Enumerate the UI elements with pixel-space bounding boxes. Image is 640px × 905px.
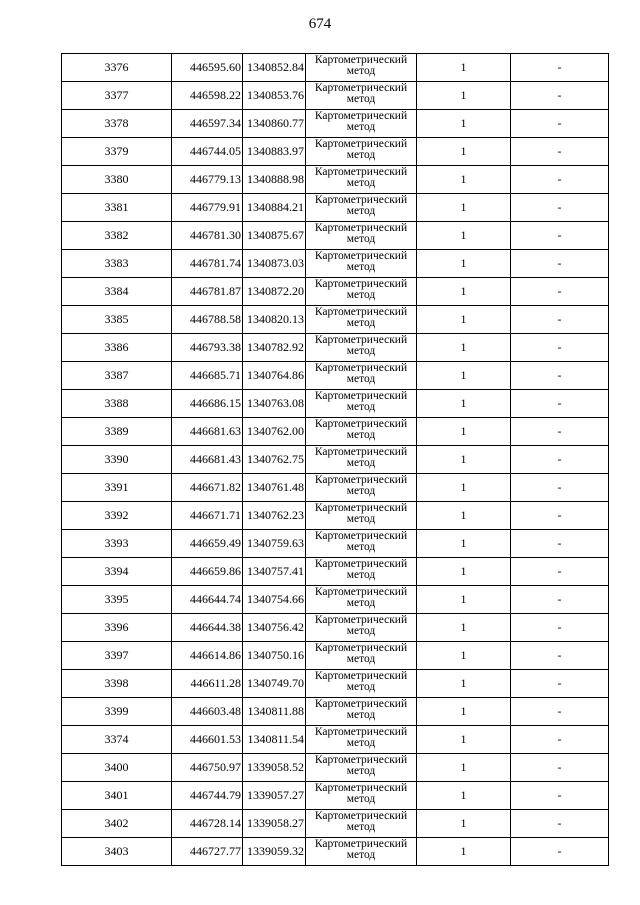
method-cell (306, 754, 417, 782)
method-cell (306, 558, 417, 586)
table-row (62, 166, 609, 194)
note-cell: - (511, 502, 609, 530)
method-line-2: метод (346, 177, 376, 189)
accuracy-cell: 1 (417, 446, 511, 474)
method-cell (306, 362, 417, 390)
method-cell (306, 334, 417, 362)
accuracy-cell: 1 (417, 474, 511, 502)
accuracy-cell: 1 (417, 250, 511, 278)
method-line-1: Картометрический (314, 194, 408, 206)
note-cell: - (511, 222, 609, 250)
method-line-2: метод (346, 289, 376, 301)
x-coordinate-cell: 446681.63 (172, 418, 243, 446)
method-line-2: метод (346, 65, 376, 77)
method-line-2: метод (346, 849, 376, 861)
table-row (62, 110, 609, 138)
method-cell (306, 642, 417, 670)
x-coordinate-cell: 446793.38 (172, 334, 243, 362)
accuracy-cell: 1 (417, 138, 511, 166)
note-cell: - (511, 54, 609, 82)
point-number-cell: 3389 (62, 418, 172, 446)
method-line-2: метод (346, 429, 376, 441)
method-line-2: метод (346, 625, 376, 637)
note-cell: - (511, 838, 609, 866)
point-number-cell: 3385 (62, 306, 172, 334)
x-coordinate-cell: 446611.28 (172, 670, 243, 698)
method-line-2: метод (346, 485, 376, 497)
accuracy-cell: 1 (417, 222, 511, 250)
note-cell: - (511, 726, 609, 754)
point-number-cell: 3400 (62, 754, 172, 782)
y-coordinate-cell: 1340754.66 (243, 586, 306, 614)
y-coordinate-cell: 1340757.41 (243, 558, 306, 586)
y-coordinate-cell: 1339058.27 (243, 810, 306, 838)
method-line-2: метод (346, 569, 376, 581)
method-line-1: Картометрический (314, 782, 408, 794)
x-coordinate-cell: 446614.86 (172, 642, 243, 670)
table-row (62, 782, 609, 810)
y-coordinate-cell: 1340761.48 (243, 474, 306, 502)
method-cell (306, 474, 417, 502)
x-coordinate-cell: 446598.22 (172, 82, 243, 110)
point-number-cell: 3376 (62, 54, 172, 82)
accuracy-cell: 1 (417, 754, 511, 782)
table-row (62, 698, 609, 726)
x-coordinate-cell: 446644.38 (172, 614, 243, 642)
method-cell (306, 390, 417, 418)
accuracy-cell: 1 (417, 362, 511, 390)
table-row (62, 446, 609, 474)
method-line-1: Картометрический (314, 54, 408, 66)
method-line-2: метод (346, 317, 376, 329)
method-line-2: метод (346, 597, 376, 609)
table-row (62, 138, 609, 166)
method-line-1: Картометрический (314, 278, 408, 290)
table-row (62, 530, 609, 558)
x-coordinate-cell: 446644.74 (172, 586, 243, 614)
method-line-1: Картометрический (314, 250, 408, 262)
method-line-2: метод (346, 401, 376, 413)
method-cell (306, 194, 417, 222)
accuracy-cell: 1 (417, 418, 511, 446)
method-line-1: Картометрический (314, 754, 408, 766)
point-number-cell: 3388 (62, 390, 172, 418)
point-number-cell: 3382 (62, 222, 172, 250)
table-row (62, 502, 609, 530)
note-cell: - (511, 390, 609, 418)
note-cell: - (511, 530, 609, 558)
method-line-2: метод (346, 261, 376, 273)
point-number-cell: 3401 (62, 782, 172, 810)
accuracy-cell: 1 (417, 642, 511, 670)
method-cell (306, 222, 417, 250)
table-row (62, 614, 609, 642)
method-line-1: Картометрический (314, 838, 408, 850)
note-cell: - (511, 194, 609, 222)
method-line-1: Картометрический (314, 810, 408, 822)
method-cell (306, 838, 417, 866)
x-coordinate-cell: 446788.58 (172, 306, 243, 334)
x-coordinate-cell: 446597.34 (172, 110, 243, 138)
point-number-cell: 3379 (62, 138, 172, 166)
x-coordinate-cell: 446671.82 (172, 474, 243, 502)
method-line-2: метод (346, 709, 376, 721)
y-coordinate-cell: 1340749.70 (243, 670, 306, 698)
x-coordinate-cell: 446681.43 (172, 446, 243, 474)
y-coordinate-cell: 1340762.00 (243, 418, 306, 446)
y-coordinate-cell: 1339058.52 (243, 754, 306, 782)
point-number-cell: 3394 (62, 558, 172, 586)
note-cell: - (511, 446, 609, 474)
y-coordinate-cell: 1340811.54 (243, 726, 306, 754)
method-line-1: Картометрический (314, 502, 408, 514)
point-number-cell: 3386 (62, 334, 172, 362)
note-cell: - (511, 418, 609, 446)
method-line-1: Картометрический (314, 698, 408, 710)
y-coordinate-cell: 1340756.42 (243, 614, 306, 642)
note-cell: - (511, 474, 609, 502)
point-number-cell: 3381 (62, 194, 172, 222)
method-cell (306, 110, 417, 138)
note-cell: - (511, 642, 609, 670)
y-coordinate-cell: 1340873.03 (243, 250, 306, 278)
method-line-2: метод (346, 93, 376, 105)
method-line-2: метод (346, 765, 376, 777)
accuracy-cell: 1 (417, 698, 511, 726)
note-cell: - (511, 306, 609, 334)
method-line-2: метод (346, 345, 376, 357)
y-coordinate-cell: 1340759.63 (243, 530, 306, 558)
page-number: 674 (308, 16, 332, 32)
note-cell: - (511, 82, 609, 110)
point-number-cell: 3398 (62, 670, 172, 698)
method-line-1: Картометрический (314, 642, 408, 654)
y-coordinate-cell: 1340763.08 (243, 390, 306, 418)
method-line-1: Картометрический (314, 166, 408, 178)
x-coordinate-cell: 446744.79 (172, 782, 243, 810)
x-coordinate-cell: 446595.60 (172, 54, 243, 82)
table-row (62, 670, 609, 698)
note-cell: - (511, 334, 609, 362)
method-line-1: Картометрический (314, 418, 408, 430)
method-cell (306, 54, 417, 82)
table-row (62, 390, 609, 418)
table-row (62, 82, 609, 110)
x-coordinate-cell: 446781.30 (172, 222, 243, 250)
method-line-2: метод (346, 373, 376, 385)
table-row (62, 418, 609, 446)
x-coordinate-cell: 446750.97 (172, 754, 243, 782)
note-cell: - (511, 754, 609, 782)
method-line-1: Картометрический (314, 586, 408, 598)
table-row (62, 586, 609, 614)
y-coordinate-cell: 1340811.88 (243, 698, 306, 726)
accuracy-cell: 1 (417, 166, 511, 194)
table-row (62, 194, 609, 222)
note-cell: - (511, 698, 609, 726)
x-coordinate-cell: 446779.91 (172, 194, 243, 222)
method-line-2: метод (346, 541, 376, 553)
accuracy-cell: 1 (417, 586, 511, 614)
x-coordinate-cell: 446686.15 (172, 390, 243, 418)
method-line-2: метод (346, 205, 376, 217)
table-row (62, 558, 609, 586)
table-row (62, 726, 609, 754)
point-number-cell: 3392 (62, 502, 172, 530)
y-coordinate-cell: 1339057.27 (243, 782, 306, 810)
method-cell (306, 614, 417, 642)
point-number-cell: 3396 (62, 614, 172, 642)
method-cell (306, 418, 417, 446)
note-cell: - (511, 614, 609, 642)
x-coordinate-cell: 446727.77 (172, 838, 243, 866)
method-line-1: Картометрический (314, 670, 408, 682)
x-coordinate-cell: 446728.14 (172, 810, 243, 838)
y-coordinate-cell: 1340853.76 (243, 82, 306, 110)
method-line-2: метод (346, 821, 376, 833)
accuracy-cell: 1 (417, 334, 511, 362)
y-coordinate-cell: 1340884.21 (243, 194, 306, 222)
method-line-1: Картометрический (314, 726, 408, 738)
method-line-1: Картометрический (314, 138, 408, 150)
point-number-cell: 3399 (62, 698, 172, 726)
method-line-2: метод (346, 653, 376, 665)
point-number-cell: 3384 (62, 278, 172, 306)
y-coordinate-cell: 1340875.67 (243, 222, 306, 250)
point-number-cell: 3380 (62, 166, 172, 194)
note-cell: - (511, 810, 609, 838)
method-line-2: метод (346, 737, 376, 749)
method-cell (306, 502, 417, 530)
method-line-1: Картометрический (314, 110, 408, 122)
accuracy-cell: 1 (417, 278, 511, 306)
x-coordinate-cell: 446685.71 (172, 362, 243, 390)
accuracy-cell: 1 (417, 838, 511, 866)
note-cell: - (511, 670, 609, 698)
table-row (62, 474, 609, 502)
table-row (62, 250, 609, 278)
note-cell: - (511, 110, 609, 138)
method-cell (306, 810, 417, 838)
point-number-cell: 3387 (62, 362, 172, 390)
accuracy-cell: 1 (417, 614, 511, 642)
y-coordinate-cell: 1340782.92 (243, 334, 306, 362)
method-line-1: Картометрический (314, 390, 408, 402)
table-row (62, 222, 609, 250)
method-cell (306, 726, 417, 754)
method-line-1: Картометрический (314, 474, 408, 486)
point-number-cell: 3390 (62, 446, 172, 474)
point-number-cell: 3403 (62, 838, 172, 866)
x-coordinate-cell: 446601.53 (172, 726, 243, 754)
x-coordinate-cell: 446781.87 (172, 278, 243, 306)
accuracy-cell: 1 (417, 502, 511, 530)
method-cell (306, 586, 417, 614)
point-number-cell: 3391 (62, 474, 172, 502)
y-coordinate-cell: 1339059.32 (243, 838, 306, 866)
method-line-2: метод (346, 457, 376, 469)
y-coordinate-cell: 1340750.16 (243, 642, 306, 670)
point-number-cell: 3397 (62, 642, 172, 670)
y-coordinate-cell: 1340860.77 (243, 110, 306, 138)
y-coordinate-cell: 1340820.13 (243, 306, 306, 334)
table-row (62, 54, 609, 82)
point-number-cell: 3374 (62, 726, 172, 754)
method-line-1: Картометрический (314, 222, 408, 234)
accuracy-cell: 1 (417, 670, 511, 698)
x-coordinate-cell: 446603.48 (172, 698, 243, 726)
accuracy-cell: 1 (417, 726, 511, 754)
accuracy-cell: 1 (417, 194, 511, 222)
method-line-2: метод (346, 681, 376, 693)
method-cell (306, 250, 417, 278)
accuracy-cell: 1 (417, 82, 511, 110)
y-coordinate-cell: 1340762.23 (243, 502, 306, 530)
method-cell (306, 306, 417, 334)
method-cell (306, 670, 417, 698)
method-line-2: метод (346, 513, 376, 525)
y-coordinate-cell: 1340762.75 (243, 446, 306, 474)
point-number-cell: 3402 (62, 810, 172, 838)
accuracy-cell: 1 (417, 390, 511, 418)
note-cell: - (511, 586, 609, 614)
x-coordinate-cell: 446744.05 (172, 138, 243, 166)
method-line-1: Картометрический (314, 446, 408, 458)
coordinates-table-body (62, 54, 609, 866)
y-coordinate-cell: 1340852.84 (243, 54, 306, 82)
method-line-1: Картометрический (314, 334, 408, 346)
accuracy-cell: 1 (417, 54, 511, 82)
point-number-cell: 3395 (62, 586, 172, 614)
point-number-cell: 3378 (62, 110, 172, 138)
note-cell: - (511, 138, 609, 166)
note-cell: - (511, 166, 609, 194)
table-row (62, 306, 609, 334)
accuracy-cell: 1 (417, 110, 511, 138)
table-row (62, 278, 609, 306)
table-row (62, 334, 609, 362)
table-row (62, 754, 609, 782)
method-cell (306, 446, 417, 474)
accuracy-cell: 1 (417, 782, 511, 810)
method-cell (306, 782, 417, 810)
accuracy-cell: 1 (417, 810, 511, 838)
y-coordinate-cell: 1340872.20 (243, 278, 306, 306)
table-row (62, 642, 609, 670)
method-line-1: Картометрический (314, 530, 408, 542)
method-cell (306, 530, 417, 558)
accuracy-cell: 1 (417, 530, 511, 558)
method-cell (306, 138, 417, 166)
method-line-1: Картометрический (314, 614, 408, 626)
y-coordinate-cell: 1340764.86 (243, 362, 306, 390)
note-cell: - (511, 782, 609, 810)
method-line-2: метод (346, 149, 376, 161)
x-coordinate-cell: 446781.74 (172, 250, 243, 278)
method-line-1: Картометрический (314, 82, 408, 94)
method-cell (306, 166, 417, 194)
method-line-1: Картометрический (314, 362, 408, 374)
y-coordinate-cell: 1340888.98 (243, 166, 306, 194)
point-number-cell: 3383 (62, 250, 172, 278)
method-line-2: метод (346, 233, 376, 245)
note-cell: - (511, 362, 609, 390)
accuracy-cell: 1 (417, 558, 511, 586)
table-row (62, 838, 609, 866)
note-cell: - (511, 558, 609, 586)
note-cell: - (511, 278, 609, 306)
table-row (62, 810, 609, 838)
coordinates-table (61, 53, 609, 866)
point-number-cell: 3377 (62, 82, 172, 110)
method-cell (306, 698, 417, 726)
method-line-2: метод (346, 793, 376, 805)
method-line-2: метод (346, 121, 376, 133)
x-coordinate-cell: 446659.49 (172, 530, 243, 558)
accuracy-cell: 1 (417, 306, 511, 334)
y-coordinate-cell: 1340883.97 (243, 138, 306, 166)
method-line-1: Картометрический (314, 306, 408, 318)
x-coordinate-cell: 446779.13 (172, 166, 243, 194)
method-line-1: Картометрический (314, 558, 408, 570)
x-coordinate-cell: 446659.86 (172, 558, 243, 586)
method-cell (306, 82, 417, 110)
x-coordinate-cell: 446671.71 (172, 502, 243, 530)
note-cell: - (511, 250, 609, 278)
table-row (62, 362, 609, 390)
point-number-cell: 3393 (62, 530, 172, 558)
method-cell (306, 278, 417, 306)
